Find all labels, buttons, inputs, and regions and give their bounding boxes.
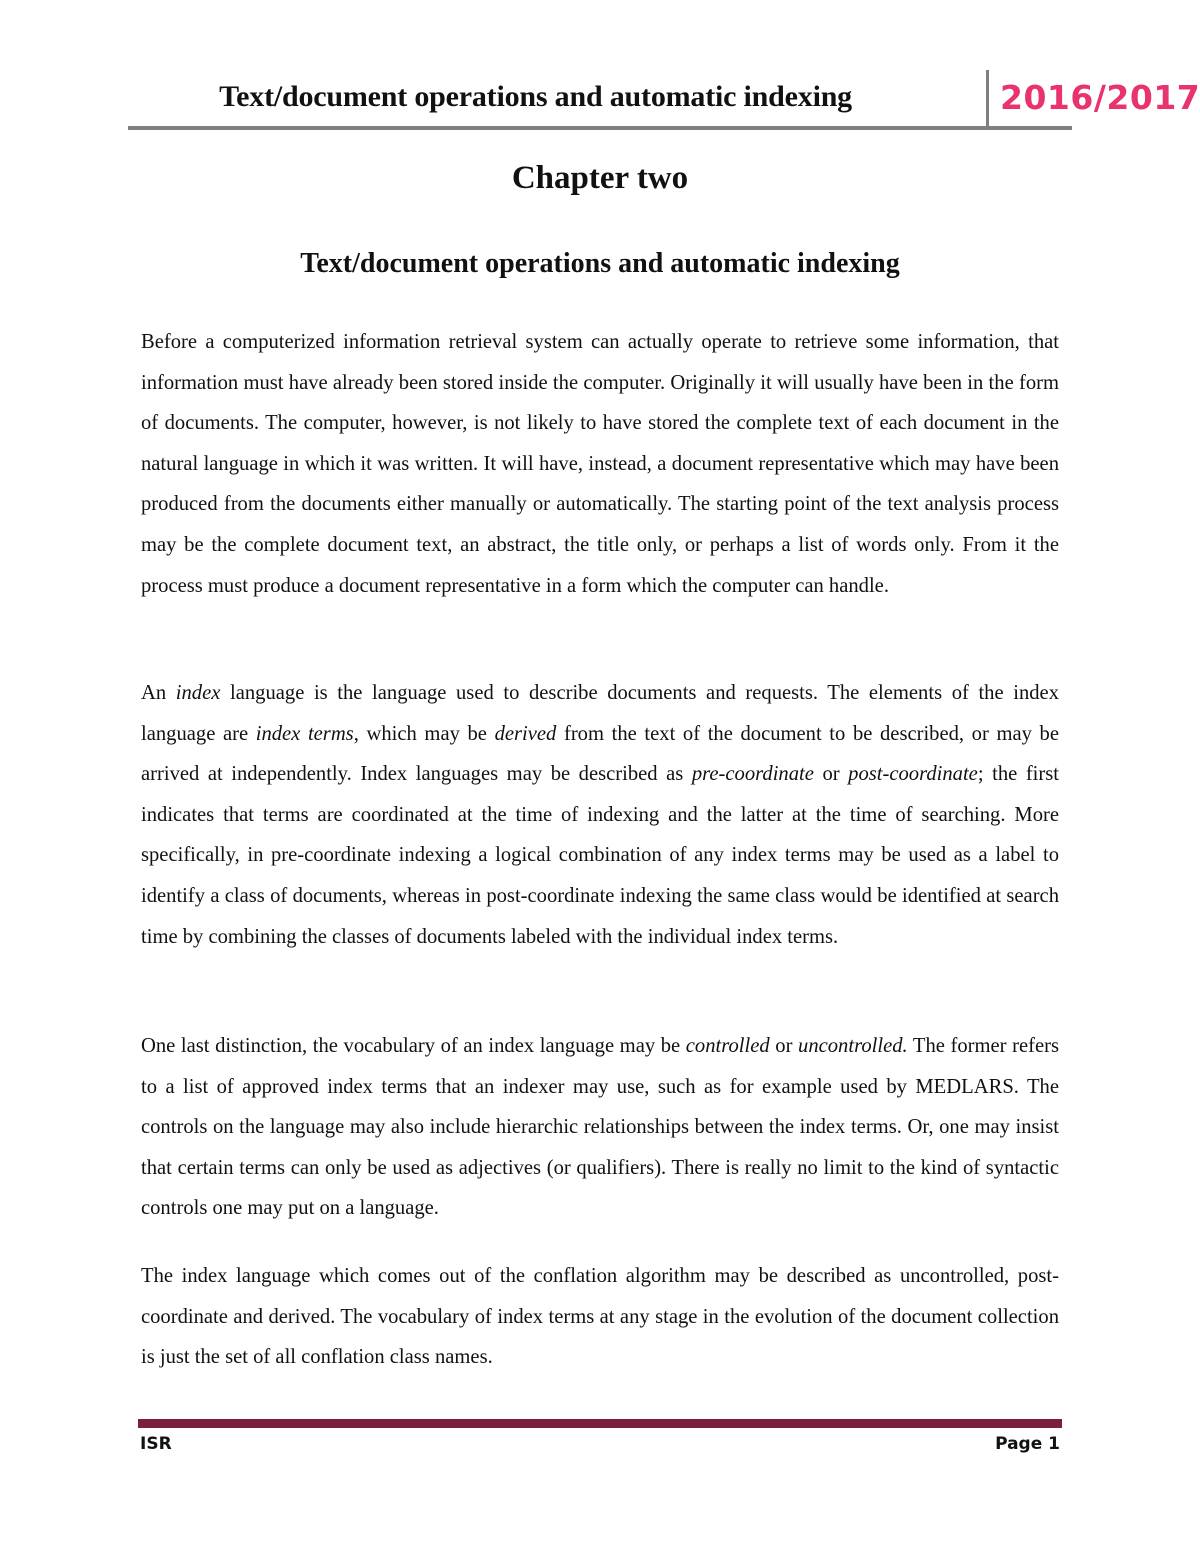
text-run: or — [813, 763, 849, 786]
paragraph-text — [141, 1256, 1059, 1378]
italic-term: uncontrolled. — [798, 1035, 908, 1057]
italic-term: derived — [494, 722, 557, 745]
italic-term: controlled — [685, 1035, 770, 1057]
paragraph-text — [141, 322, 1059, 606]
page-header — [128, 70, 1200, 132]
text-run: The former refers to a list of approved index terms that an indexer may use, such as for example used by MEDLARS. The controls on the language may also include hierarchic relationships between the index terms. Or, one may insist that certain terms can only be used as adjectives (or qualifiers). There is really no limit to the kind of syntactic controls one may put on a language. — [141, 1035, 1060, 1220]
text-run: The index language which comes out of the conflation algorithm may be described as uncontrolled, post-coordinate and derived. The vocabulary of index terms at any stage in the evolution of the document collection is just the set of all conflation class names. — [141, 1265, 1059, 1369]
paragraph-4 — [141, 1256, 1059, 1378]
footer-left-label: ISR — [140, 1434, 172, 1454]
text-run: , which may be — [353, 722, 495, 745]
italic-term: post-coordinate — [848, 763, 978, 786]
text-run: or — [769, 1035, 799, 1057]
text-run: from the text of the document to be described, or may be arrived at independently. Index languages may be described as — [141, 722, 1059, 786]
italic-term: pre-coordinate — [691, 763, 814, 786]
chapter-title: Chapter two — [511, 160, 689, 196]
text-run: An — [141, 682, 176, 704]
paragraph-3 — [141, 1026, 1059, 1229]
footer-rule — [138, 1419, 1062, 1428]
paragraph-2 — [141, 673, 1059, 957]
paragraph-text — [141, 673, 1059, 957]
paragraph-1 — [141, 322, 1059, 606]
header-rule — [128, 126, 1072, 130]
text-run: ; the first indicates that terms are coordinated at the time of indexing and the latter at the time of searching. More specifically, in pre-coordinate indexing a logical combination of any index terms may be used as a label to identify a class of documents, whereas in post-coordinate indexing the same class would be identified at search time by combining the classes of documents labeled with the individual index terms. — [141, 763, 1059, 948]
header-year: 2016/2017 — [1000, 78, 1200, 117]
section-title: Text/document operations and automatic indexing — [300, 248, 900, 279]
italic-term: index — [175, 682, 221, 704]
text-run: Before a computerized information retrieval system can actually operate to retrieve some information, that information must have already been stored inside the computer. Originally it will usually have been in the form of documents. The computer, however, is not likely to have stored the complete text of each document in the natural language in which it was written. It will have, instead, a document representative which may have been produced from the documents either manually or automatically. The starting point of the text analysis process may be the complete document text, an abstract, the title only, or perhaps a list of words only. From it the process must produce a document representative in a form which the computer can handle. — [141, 331, 1059, 597]
text-run: language is the language used to describe documents and requests. The elements of the index language are — [141, 682, 1059, 745]
italic-term: index terms — [255, 722, 354, 745]
page-number: Page 1 — [995, 1434, 1060, 1454]
header-title: Text/document operations and automatic indexing — [219, 80, 852, 113]
paragraph-text — [141, 1026, 1059, 1229]
header-divider — [986, 70, 989, 128]
text-run: One last distinction, the vocabulary of an index language may be — [141, 1035, 686, 1057]
